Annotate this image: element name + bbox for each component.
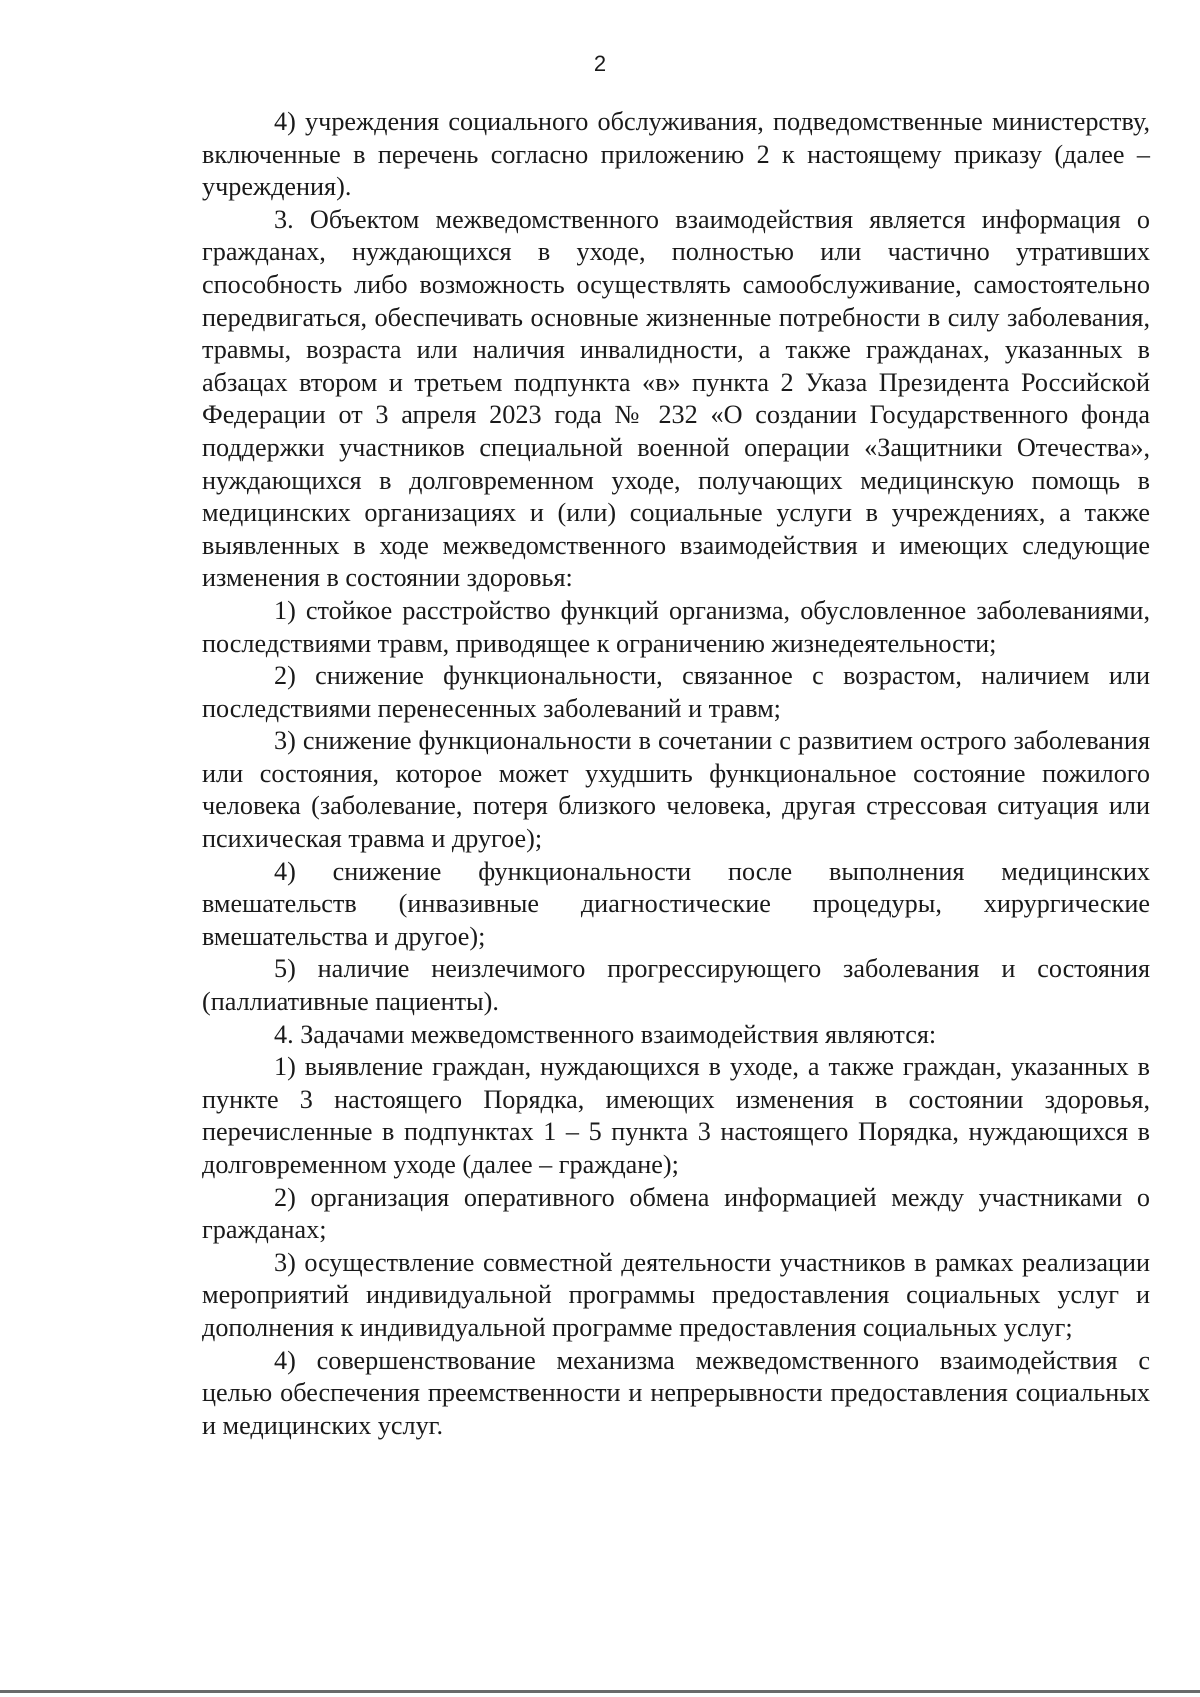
paragraph-health-change-3: 3) снижение функциональности в сочетании с развитием острого заболевания или состояния, которое может ухудшить функциональное состояние пожилого человека (заболевание, потеря близкого человека, другая стрессовая ситуация или психическая травма и другое); xyxy=(202,726,1150,854)
page-number: 2 xyxy=(593,51,607,76)
paragraph-task-3: 3) осуществление совместной деятельности участников в рамках реализации мероприятий индивидуальной программы предоставления социальных услуг и дополнения к индивидуальной программе предоставления социальных услуг; xyxy=(202,1247,1150,1342)
paragraph-task-2: 2) организация оперативного обмена информацией между участниками о гражданах; xyxy=(202,1182,1150,1245)
document-body xyxy=(202,106,1150,1442)
paragraph-item-4-institutions: 4) учреждения социального обслуживания, подведомственные министерству, включенные в перечень согласно приложению 2 к настоящему приказу (далее – учреждения). xyxy=(202,107,1150,202)
paragraph-section-4-tasks: 4. Задачами межведомственного взаимодействия являются: xyxy=(274,1019,937,1049)
scan-bottom-edge-line xyxy=(0,1690,1200,1693)
paragraph-task-1: 1) выявление граждан, нуждающихся в уходе, а также граждан, указанных в пункте 3 настоящего Порядка, имеющих изменения в состоянии здоровья, перечисленные в подпунктах 1 – 5 пункта 3 настоящего Порядка, нуждающихся в долговременном уходе (далее – граждане); xyxy=(202,1052,1150,1179)
paragraph-health-change-5: 5) наличие неизлечимого прогрессирующего заболевания и состояния (паллиативные пациенты). xyxy=(202,954,1150,1017)
paragraph-health-change-4: 4) снижение функциональности после выполнения медицинских вмешательств (инвазивные диагностические процедуры, хирургические вмешательства и другое); xyxy=(202,856,1150,951)
paragraph-health-change-2: 2) снижение функциональности, связанное с возрастом, наличием или последствиями перенесенных заболеваний и травм; xyxy=(202,661,1150,723)
paragraph-task-4: 4) совершенствование механизма межведомственного взаимодействия с целью обеспечения преемственности и непрерывности предоставления социальных и медицинских услуг. xyxy=(202,1345,1150,1440)
paragraph-health-change-1: 1) стойкое расстройство функций организма, обусловленное заболеваниями, последствиями травм, приводящее к ограничению жизнедеятельности; xyxy=(202,595,1150,658)
paragraph-section-3-object: 3. Объектом межведомственного взаимодействия является информация о гражданах, нуждающихся в уходе, полностью или частично утративших способность либо возможность осуществлять самообслуживание, самостоятельно передвигаться, обеспечивать основные жизненные потребности в силу заболевания, травмы, возраста или наличия инвалидности, а также гражданах, указанных в абзацах втором и третьем подпункта «в» пункта 2 Указа Президента Российской Федерации от 3 апреля 2023 года № 232 «О создании Государственного фонда поддержки участников специальной военной операции «Защитники Отечества», нуждающихся в долговременном уходе, получающих медицинскую помощь в медицинских организациях и (или) социальные услуги в учреждениях, а также выявленных в ходе межведомственного взаимодействия и имеющих следующие изменения в состоянии здоровья: xyxy=(202,204,1150,593)
